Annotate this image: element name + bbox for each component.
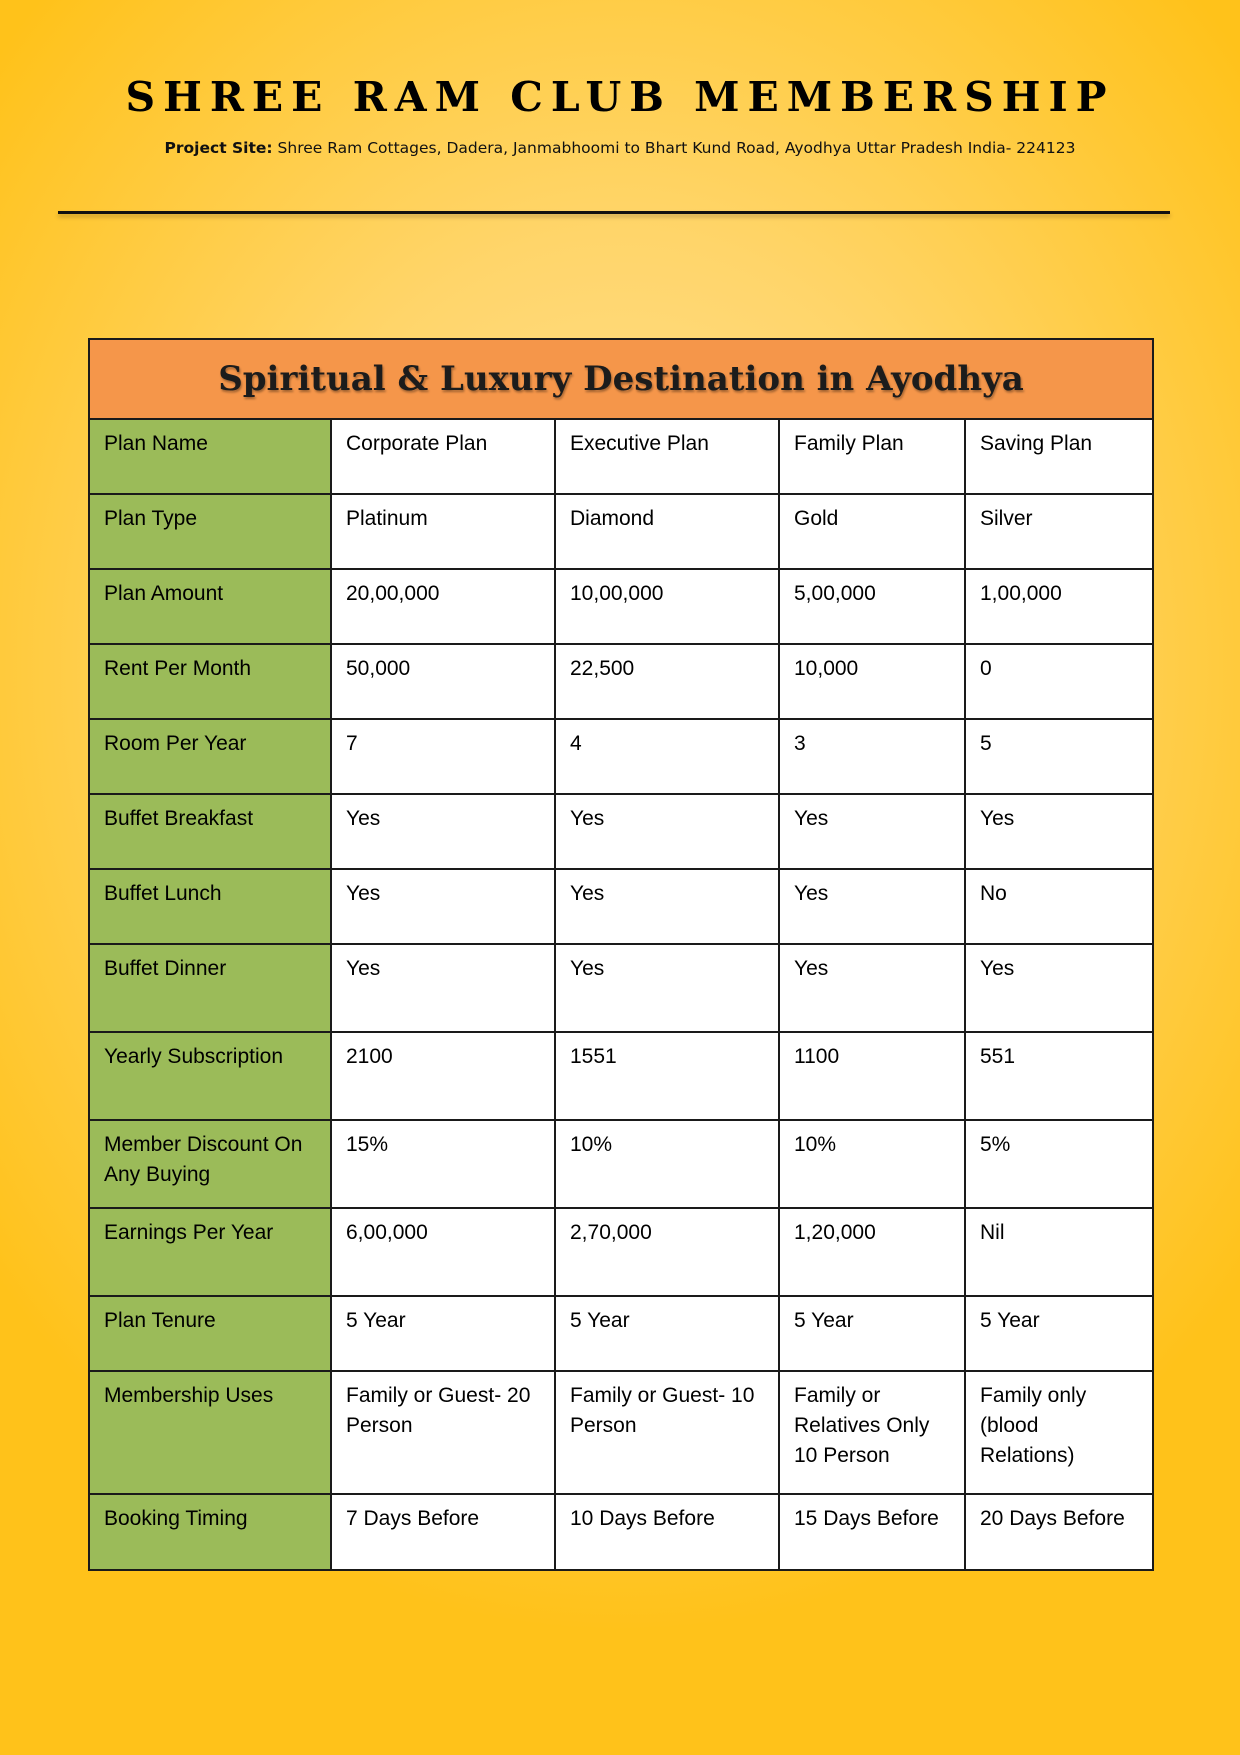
table-cell: Yes <box>965 794 1153 869</box>
table-cell: Diamond <box>555 494 779 569</box>
table-cell: 2,70,000 <box>555 1208 779 1296</box>
table-cell: Yes <box>555 869 779 944</box>
table-cell: 1,00,000 <box>965 569 1153 644</box>
row-label: Buffet Dinner <box>89 944 331 1032</box>
table-cell: Family or Relatives Only 10 Person <box>779 1371 965 1494</box>
header-divider <box>58 211 1170 214</box>
table-cell: 5% <box>965 1120 1153 1208</box>
table-cell: Yes <box>965 944 1153 1032</box>
table-row <box>89 719 1153 794</box>
table-cell: Corporate Plan <box>331 419 555 494</box>
table-cell: Yes <box>779 944 965 1032</box>
row-label: Rent Per Month <box>89 644 331 719</box>
table-cell: Family Plan <box>779 419 965 494</box>
row-label: Booking Timing <box>89 1494 331 1570</box>
table-cell: Executive Plan <box>555 419 779 494</box>
table-cell: 5 Year <box>779 1296 965 1371</box>
table-cell: Yes <box>555 794 779 869</box>
table-row <box>89 1120 1153 1208</box>
table-cell: 7 <box>331 719 555 794</box>
row-label: Membership Uses <box>89 1371 331 1494</box>
table-cell: 10% <box>555 1120 779 1208</box>
table-cell: 1100 <box>779 1032 965 1120</box>
table-cell: Yes <box>779 869 965 944</box>
table-cell: No <box>965 869 1153 944</box>
table-row <box>89 1371 1153 1494</box>
table-cell: 20 Days Before <box>965 1494 1153 1570</box>
table-cell: 10 Days Before <box>555 1494 779 1570</box>
table-cell: Family or Guest- 20 Person <box>331 1371 555 1494</box>
table-cell: Yes <box>779 794 965 869</box>
row-label: Plan Amount <box>89 569 331 644</box>
row-label: Buffet Breakfast <box>89 794 331 869</box>
table-cell: Saving Plan <box>965 419 1153 494</box>
table-cell: 2100 <box>331 1032 555 1120</box>
row-label: Buffet Lunch <box>89 869 331 944</box>
table-cell: 551 <box>965 1032 1153 1120</box>
table-cell: 5 Year <box>331 1296 555 1371</box>
row-label: Earnings Per Year <box>89 1208 331 1296</box>
table-cell: 5 Year <box>555 1296 779 1371</box>
row-label: Plan Type <box>89 494 331 569</box>
table-cell: 5,00,000 <box>779 569 965 644</box>
table-cell: Platinum <box>331 494 555 569</box>
table-cell: 3 <box>779 719 965 794</box>
table-banner: Spiritual & Luxury Destination in Ayodhya <box>89 339 1153 419</box>
row-label: Plan Tenure <box>89 1296 331 1371</box>
table-row <box>89 869 1153 944</box>
table-cell: 22,500 <box>555 644 779 719</box>
table-row <box>89 944 1153 1032</box>
table-cell: Family or Guest- 10 Person <box>555 1371 779 1494</box>
table-cell: 5 Year <box>965 1296 1153 1371</box>
table-row <box>89 794 1153 869</box>
table-cell: Silver <box>965 494 1153 569</box>
table-cell: 4 <box>555 719 779 794</box>
table-cell: Gold <box>779 494 965 569</box>
table-row <box>89 1296 1153 1371</box>
project-site-line <box>0 138 1240 158</box>
table-cell: 1,20,000 <box>779 1208 965 1296</box>
project-site-address: Shree Ram Cottages, Dadera, Janmabhoomi to Bhart Kund Road, Ayodhya Uttar Pradesh India- 224123 <box>277 139 1076 157</box>
table-cell: 0 <box>965 644 1153 719</box>
table-cell: 6,00,000 <box>331 1208 555 1296</box>
table-cell: Family only (blood Relations) <box>965 1371 1153 1494</box>
membership-plans-table <box>88 338 1154 1571</box>
table-cell: 50,000 <box>331 644 555 719</box>
table-cell: 15 Days Before <box>779 1494 965 1570</box>
table-cell: Yes <box>555 944 779 1032</box>
table-cell: 20,00,000 <box>331 569 555 644</box>
table-cell: Yes <box>331 944 555 1032</box>
row-label: Plan Name <box>89 419 331 494</box>
page-title: SHREE RAM CLUB MEMBERSHIP <box>125 73 1115 121</box>
table-row <box>89 1208 1153 1296</box>
row-label: Yearly Subscription <box>89 1032 331 1120</box>
project-site-label: Project Site: <box>164 139 273 157</box>
table-cell: 10,00,000 <box>555 569 779 644</box>
table-banner-row <box>89 339 1153 419</box>
table-row <box>89 494 1153 569</box>
table-row <box>89 419 1153 494</box>
table-row <box>89 644 1153 719</box>
table-cell: 15% <box>331 1120 555 1208</box>
table-row <box>89 1494 1153 1570</box>
table-cell: 10% <box>779 1120 965 1208</box>
table-cell: Yes <box>331 869 555 944</box>
row-label: Member Discount On Any Buying <box>89 1120 331 1208</box>
table-cell: 7 Days Before <box>331 1494 555 1570</box>
table-cell: Nil <box>965 1208 1153 1296</box>
row-label: Room Per Year <box>89 719 331 794</box>
table-cell: 5 <box>965 719 1153 794</box>
table-row <box>89 1032 1153 1120</box>
table-cell: 1551 <box>555 1032 779 1120</box>
table-cell: Yes <box>331 794 555 869</box>
table-cell: 10,000 <box>779 644 965 719</box>
table-row <box>89 569 1153 644</box>
